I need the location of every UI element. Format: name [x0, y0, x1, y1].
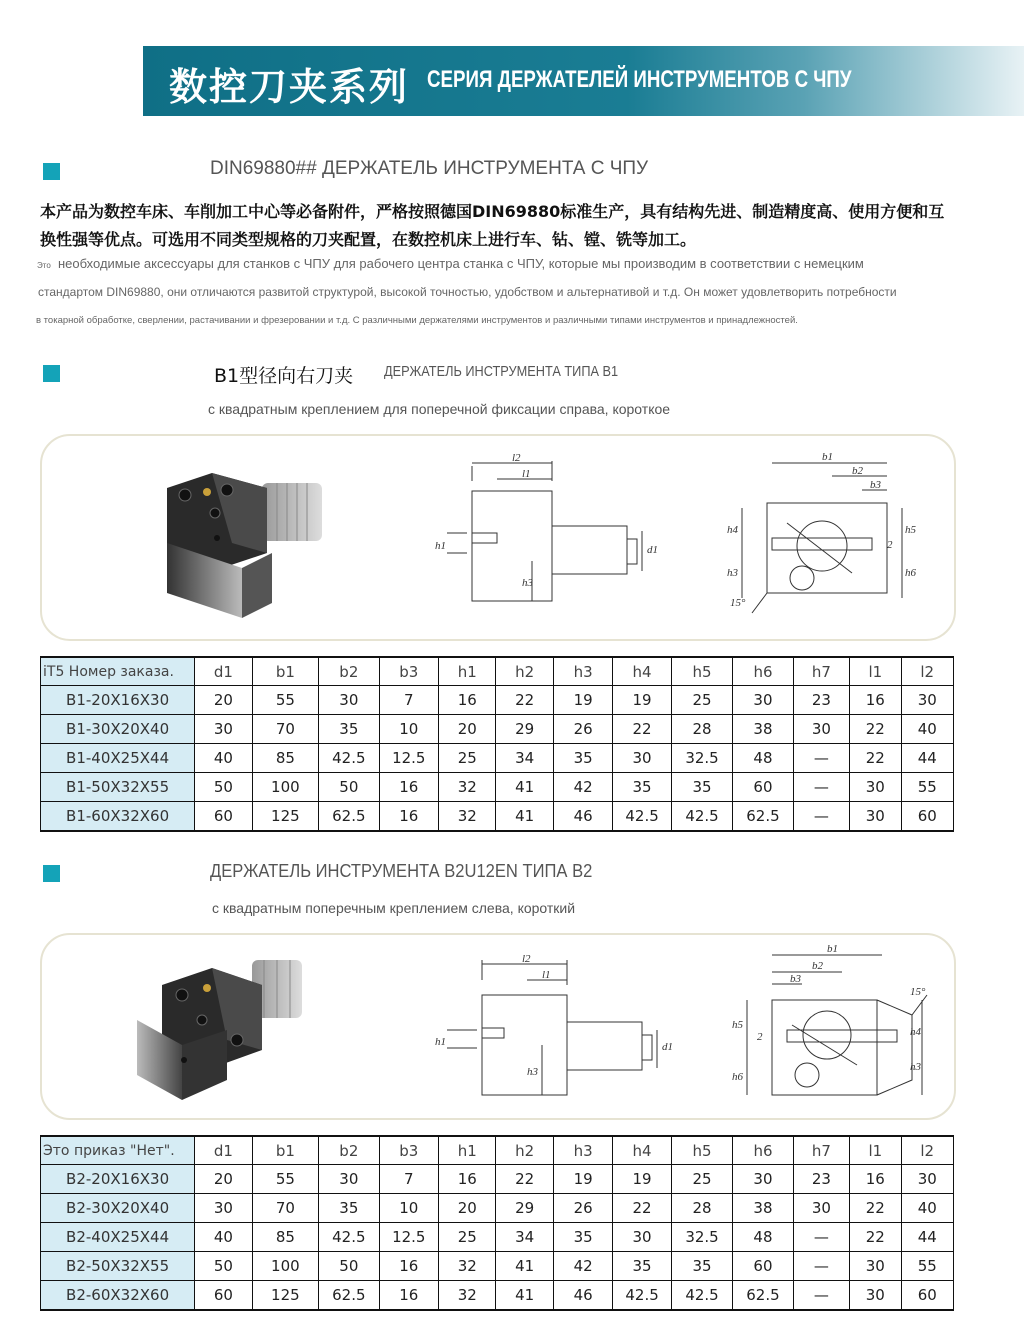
value-cell: 35: [613, 1252, 671, 1281]
column-header: h5: [671, 1136, 732, 1165]
column-header: l1: [850, 1136, 901, 1165]
column-header: h1: [439, 657, 496, 686]
value-cell: 125: [252, 802, 319, 832]
value-cell: 48: [733, 1223, 793, 1252]
value-cell: 40: [901, 715, 953, 744]
label-d1: d1: [647, 544, 658, 556]
model-cell: B1-50X32X55: [41, 773, 195, 802]
value-cell: 19: [613, 1165, 671, 1194]
column-header: b1: [252, 1136, 319, 1165]
value-cell: 41: [496, 773, 553, 802]
b2-spec-table: [40, 1135, 954, 1311]
value-cell: 70: [252, 1194, 319, 1223]
value-cell: 42: [553, 1252, 612, 1281]
label-h5: h5: [732, 1019, 743, 1031]
value-cell: 30: [793, 715, 849, 744]
column-header: d1: [195, 657, 252, 686]
label-angle: 15°: [730, 597, 746, 609]
value-cell: 40: [195, 1223, 252, 1252]
value-cell: 46: [553, 1281, 612, 1311]
column-header: h7: [793, 1136, 849, 1165]
value-cell: 50: [195, 1252, 252, 1281]
value-cell: 42.5: [613, 802, 671, 832]
value-cell: 29: [496, 1194, 553, 1223]
value-cell: 30: [319, 686, 379, 715]
value-cell: 32.5: [671, 1223, 732, 1252]
label-d1: d1: [662, 1041, 673, 1053]
b2-front-view-drawing: [732, 940, 932, 1115]
intro-text-ru-line2: стандартом DIN69880, они отличаются развитой структурой, высокой точностью, удобством и альтернативой и т.д. Он может удовлетворить потребности: [38, 285, 897, 299]
label-h3: h3: [910, 1061, 921, 1073]
table-row: [41, 1194, 954, 1223]
label-h1: h1: [435, 540, 446, 552]
value-cell: 22: [613, 1194, 671, 1223]
value-cell: 60: [901, 1281, 953, 1311]
value-cell: 55: [252, 686, 319, 715]
value-cell: 46: [553, 802, 612, 832]
value-cell: 35: [671, 773, 732, 802]
value-cell: 22: [850, 744, 901, 773]
label-l2: l2: [522, 953, 531, 965]
value-cell: 44: [901, 1223, 953, 1252]
value-cell: 38: [733, 715, 793, 744]
value-cell: 35: [553, 1223, 612, 1252]
column-header: b2: [319, 657, 379, 686]
value-cell: 30: [613, 1223, 671, 1252]
value-cell: 22: [850, 1194, 901, 1223]
value-cell: 85: [252, 744, 319, 773]
label-h4: h4: [910, 1026, 921, 1038]
value-cell: 32: [439, 1252, 496, 1281]
value-cell: 30: [195, 1194, 252, 1223]
column-header: l2: [901, 657, 953, 686]
value-cell: 20: [439, 1194, 496, 1223]
table-row: [41, 715, 954, 744]
label-h6: h6: [732, 1071, 743, 1083]
label-angle: 15°: [910, 986, 926, 998]
label-b2: b2: [852, 465, 863, 477]
value-cell: 30: [613, 744, 671, 773]
banner-title-ru: СЕРИЯ ДЕРЖАТЕЛЕЙ ИНСТРУМЕНТОВ С ЧПУ: [427, 66, 852, 93]
value-cell: 55: [252, 1165, 319, 1194]
value-cell: 62.5: [319, 802, 379, 832]
table-row: [41, 1252, 954, 1281]
value-cell: 26: [553, 1194, 612, 1223]
value-cell: 16: [379, 773, 438, 802]
value-cell: 40: [195, 744, 252, 773]
value-cell: —: [793, 1252, 849, 1281]
value-cell: 35: [671, 1252, 732, 1281]
value-cell: 42.5: [319, 1223, 379, 1252]
banner-title-zh: 数控刀夹系列: [169, 65, 410, 109]
value-cell: 32.5: [671, 744, 732, 773]
value-cell: 62.5: [733, 1281, 793, 1311]
value-cell: 25: [439, 744, 496, 773]
column-header: h4: [613, 657, 671, 686]
value-cell: 34: [496, 1223, 553, 1252]
value-cell: 32: [439, 802, 496, 832]
value-cell: 16: [850, 686, 901, 715]
column-header: h6: [733, 1136, 793, 1165]
column-header: l2: [901, 1136, 953, 1165]
column-header: h7: [793, 657, 849, 686]
b2-title-ru: ДЕРЖАТЕЛЬ ИНСТРУМЕНТА B2U12EN ТИПА B2: [210, 861, 593, 881]
value-cell: 35: [319, 715, 379, 744]
value-cell: 30: [793, 1194, 849, 1223]
value-cell: 10: [379, 1194, 438, 1223]
column-header: h2: [496, 657, 553, 686]
value-cell: 50: [195, 773, 252, 802]
label-l1: l1: [542, 969, 551, 981]
model-cell: B1-40X25X44: [41, 744, 195, 773]
column-header: h4: [613, 1136, 671, 1165]
label-two: 2: [757, 1031, 763, 1043]
table-row: [41, 1165, 954, 1194]
b1-title-ru: ДЕРЖАТЕЛЬ ИНСТРУМЕНТА ТИПА B1: [384, 363, 619, 380]
label-l1: l1: [522, 468, 531, 480]
b2-side-view-drawing: [427, 950, 673, 1110]
value-cell: 29: [496, 715, 553, 744]
section-marker: [43, 365, 60, 382]
model-cell: B2-50X32X55: [41, 1252, 195, 1281]
value-cell: 50: [319, 1252, 379, 1281]
value-cell: 35: [319, 1194, 379, 1223]
value-cell: 22: [850, 715, 901, 744]
value-cell: 42.5: [671, 802, 732, 832]
value-cell: 32: [439, 773, 496, 802]
value-cell: 125: [252, 1281, 319, 1311]
column-header: h3: [553, 657, 612, 686]
b1-subtitle: с квадратным креплением для поперечной фиксации справа, короткое: [208, 401, 671, 417]
value-cell: 30: [850, 773, 901, 802]
value-cell: 28: [671, 715, 732, 744]
value-cell: 85: [252, 1223, 319, 1252]
value-cell: 20: [439, 715, 496, 744]
value-cell: 60: [195, 802, 252, 832]
label-b3: b3: [870, 479, 881, 491]
value-cell: 16: [379, 802, 438, 832]
table-row: [41, 686, 954, 715]
value-cell: 42.5: [613, 1281, 671, 1311]
b1-spec-table: [40, 656, 954, 832]
column-header: iT5 Номер заказа.: [41, 657, 195, 686]
value-cell: 16: [439, 686, 496, 715]
value-cell: 40: [901, 1194, 953, 1223]
value-cell: 62.5: [319, 1281, 379, 1311]
b1-side-view-drawing: [427, 451, 657, 621]
value-cell: 12.5: [379, 744, 438, 773]
table-row: [41, 802, 954, 832]
value-cell: 44: [901, 744, 953, 773]
value-cell: 7: [379, 1165, 438, 1194]
value-cell: 30: [850, 802, 901, 832]
value-cell: 41: [496, 1252, 553, 1281]
model-cell: B2-30X20X40: [41, 1194, 195, 1223]
label-b1: b1: [822, 451, 833, 463]
model-cell: B1-30X20X40: [41, 715, 195, 744]
value-cell: 25: [671, 1165, 732, 1194]
value-cell: 62.5: [733, 802, 793, 832]
table-row: [41, 773, 954, 802]
b2-drawing-panel: [40, 933, 956, 1120]
column-header: h1: [439, 1136, 496, 1165]
value-cell: 70: [252, 715, 319, 744]
label-h4: h4: [727, 524, 738, 536]
value-cell: 16: [850, 1165, 901, 1194]
value-cell: 23: [793, 1165, 849, 1194]
column-header: b3: [379, 1136, 438, 1165]
column-header: b1: [252, 657, 319, 686]
table-row: [41, 1223, 954, 1252]
column-header: h2: [496, 1136, 553, 1165]
value-cell: 30: [733, 686, 793, 715]
value-cell: 50: [319, 773, 379, 802]
value-cell: 30: [850, 1252, 901, 1281]
column-header: d1: [195, 1136, 252, 1165]
value-cell: 30: [319, 1165, 379, 1194]
value-cell: 19: [613, 686, 671, 715]
value-cell: 100: [252, 773, 319, 802]
b2-product-photo: [132, 950, 312, 1110]
b1-drawing-panel: [40, 434, 956, 641]
table-row: [41, 1281, 954, 1311]
value-cell: 19: [553, 1165, 612, 1194]
table-header-row: [41, 1136, 954, 1165]
column-header: h5: [671, 657, 732, 686]
table-row: [41, 744, 954, 773]
value-cell: 22: [496, 1165, 553, 1194]
b2-subtitle: с квадратным поперечным креплением слева, короткий: [212, 900, 576, 916]
value-cell: 26: [553, 715, 612, 744]
value-cell: 60: [733, 773, 793, 802]
value-cell: 22: [613, 715, 671, 744]
value-cell: —: [793, 1281, 849, 1311]
intro-text-zh: 本产品为数控车床、车削加工中心等必备附件，严格按照德国DIN69880标准生产，具有结构先进、制造精度高、使用方便和互换性强等优点。可选用不同类型规格的刀夹配置，在数控机床上进行车、钻、镗、铣等加工。: [40, 202, 945, 249]
value-cell: 42.5: [319, 744, 379, 773]
value-cell: 60: [901, 802, 953, 832]
b1-front-view-drawing: [722, 448, 922, 623]
value-cell: 38: [733, 1194, 793, 1223]
value-cell: —: [793, 744, 849, 773]
model-cell: B1-20X16X30: [41, 686, 195, 715]
value-cell: 22: [496, 686, 553, 715]
column-header: b2: [319, 1136, 379, 1165]
label-h1: h1: [435, 1036, 446, 1048]
value-cell: 42: [553, 773, 612, 802]
header-banner: [143, 46, 1024, 116]
label-b2: b2: [812, 960, 823, 972]
label-h6: h6: [905, 567, 916, 579]
value-cell: 30: [901, 1165, 953, 1194]
label-h3: h3: [522, 577, 533, 589]
value-cell: 16: [379, 1281, 438, 1311]
value-cell: —: [793, 1223, 849, 1252]
value-cell: 34: [496, 744, 553, 773]
value-cell: 100: [252, 1252, 319, 1281]
value-cell: 55: [901, 773, 953, 802]
column-header: h3: [553, 1136, 612, 1165]
value-cell: 30: [195, 715, 252, 744]
intro-text-ru-line1: необходимые аксессуары для станков с ЧПУ для рабочего центра станка с ЧПУ, которые мы производим в соответствии с немецким: [58, 256, 864, 271]
b1-title-zh: B1型径向右刀夹: [214, 365, 354, 387]
label-h5: h5: [905, 524, 916, 536]
value-cell: 25: [439, 1223, 496, 1252]
value-cell: 12.5: [379, 1223, 438, 1252]
section-marker: [43, 163, 60, 180]
column-header: Это приказ "Нет".: [41, 1136, 195, 1165]
value-cell: 20: [195, 1165, 252, 1194]
value-cell: 10: [379, 715, 438, 744]
value-cell: 41: [496, 1281, 553, 1311]
intro-text-ru-prefix: Это: [37, 261, 51, 270]
label-h3: h3: [727, 567, 738, 579]
value-cell: 60: [195, 1281, 252, 1311]
model-cell: B2-40X25X44: [41, 1223, 195, 1252]
value-cell: 16: [379, 1252, 438, 1281]
value-cell: 30: [733, 1165, 793, 1194]
value-cell: 25: [671, 686, 732, 715]
label-b3: b3: [790, 973, 801, 985]
intro-text-ru-line3: в токарной обработке, сверлении, растачивании и фрезеровании и т.д. С различными держателями инструментов и различными типами инструментов и принадлежностей.: [36, 315, 798, 326]
model-cell: B2-20X16X30: [41, 1165, 195, 1194]
value-cell: 30: [901, 686, 953, 715]
value-cell: 41: [496, 802, 553, 832]
label-two: 2: [887, 539, 893, 551]
value-cell: 16: [439, 1165, 496, 1194]
value-cell: 35: [553, 744, 612, 773]
label-h3: h3: [527, 1066, 538, 1078]
value-cell: 20: [195, 686, 252, 715]
value-cell: 23: [793, 686, 849, 715]
value-cell: 55: [901, 1252, 953, 1281]
value-cell: 19: [553, 686, 612, 715]
value-cell: 35: [613, 773, 671, 802]
value-cell: 22: [850, 1223, 901, 1252]
section-marker: [43, 865, 60, 882]
value-cell: 48: [733, 744, 793, 773]
intro-heading: DIN69880## ДЕРЖАТЕЛЬ ИНСТРУМЕНТА С ЧПУ: [210, 158, 649, 179]
value-cell: 42.5: [671, 1281, 732, 1311]
column-header: h6: [733, 657, 793, 686]
value-cell: 7: [379, 686, 438, 715]
value-cell: 28: [671, 1194, 732, 1223]
label-l2: l2: [512, 452, 521, 464]
value-cell: —: [793, 773, 849, 802]
model-cell: B1-60X32X60: [41, 802, 195, 832]
table-header-row: [41, 657, 954, 686]
value-cell: 32: [439, 1281, 496, 1311]
value-cell: —: [793, 802, 849, 832]
model-cell: B2-60X32X60: [41, 1281, 195, 1311]
b1-product-photo: [157, 468, 337, 628]
column-header: b3: [379, 657, 438, 686]
column-header: l1: [850, 657, 901, 686]
value-cell: 30: [850, 1281, 901, 1311]
value-cell: 60: [733, 1252, 793, 1281]
label-b1: b1: [827, 943, 838, 955]
